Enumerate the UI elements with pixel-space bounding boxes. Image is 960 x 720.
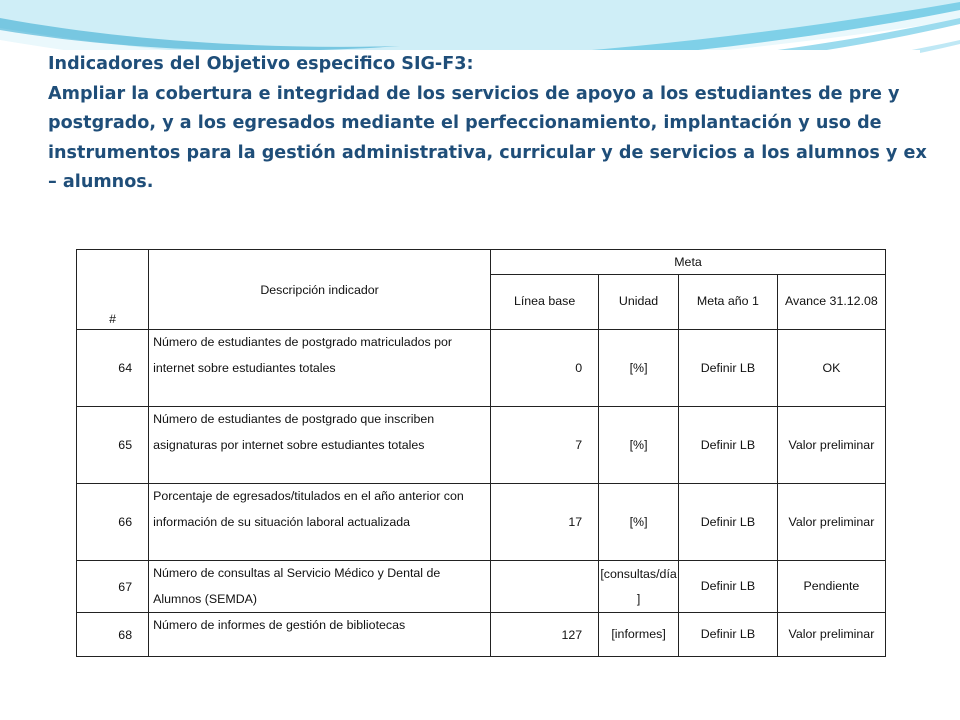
title-line-5: – alumnos. <box>48 172 154 192</box>
row-desc: Número de consultas al Servicio Médico y Dental de Alumnos (SEMDA) <box>149 561 491 613</box>
title-line-2: Ampliar la cobertura e integridad de los servicios de apoyo a los estudiantes de pre y <box>48 83 900 104</box>
header-linea-base: Línea base <box>491 274 599 329</box>
row-unidad: [%] <box>599 484 679 561</box>
row-avance: Pendiente <box>777 561 885 613</box>
table-row <box>77 330 886 407</box>
row-desc: Número de estudiantes de postgrado que inscriben asignaturas por internet sobre estudiantes totales <box>149 407 491 484</box>
row-desc: Porcentaje de egresados/titulados en el año anterior con información de su situación laboral actualizada <box>149 484 491 561</box>
row-meta-ano: Definir LB <box>678 561 777 613</box>
title-line-4: instrumentos para la gestión administrativa, curricular y de servicios a los alumnos y ex <box>48 142 927 163</box>
row-desc: Número de estudiantes de postgrado matriculados por internet sobre estudiantes totales <box>149 330 491 407</box>
row-num: 65 <box>77 407 149 484</box>
row-avance: Valor preliminar <box>777 484 885 561</box>
row-linea-base <box>491 561 599 613</box>
table-row <box>77 613 886 657</box>
title-line-3: postgrado, y a los egresados mediante el perfeccionamiento, implantación y uso de <box>48 113 882 133</box>
row-num: 64 <box>77 330 149 407</box>
row-unidad: [consultas/día ] <box>599 561 679 613</box>
row-linea-base: 7 <box>491 407 599 484</box>
row-linea-base: 0 <box>491 330 599 407</box>
header-unidad: Unidad <box>599 274 679 329</box>
table-row <box>77 484 886 561</box>
row-num: 66 <box>77 484 149 561</box>
row-unidad: [informes] <box>599 613 679 657</box>
row-unidad: [%] <box>599 330 679 407</box>
header-meta: Meta <box>491 250 886 275</box>
title-line-1: Indicadores del Objetivo especifico SIG-F3: <box>48 54 474 74</box>
header-desc: Descripción indicador <box>149 250 491 330</box>
row-avance: Valor preliminar <box>777 613 885 657</box>
row-meta-ano: Definir LB <box>678 613 777 657</box>
row-linea-base: 127 <box>491 613 599 657</box>
header-num: # <box>77 250 149 330</box>
row-meta-ano: Definir LB <box>678 407 777 484</box>
row-avance: Valor preliminar <box>777 407 885 484</box>
table-row <box>77 561 886 613</box>
row-linea-base: 17 <box>491 484 599 561</box>
table-row <box>77 407 886 484</box>
row-num: 68 <box>77 613 149 657</box>
row-meta-ano: Definir LB <box>678 330 777 407</box>
row-unidad: [%] <box>599 407 679 484</box>
header-avance: Avance 31.12.08 <box>777 274 885 329</box>
row-desc: Número de informes de gestión de bibliotecas <box>149 613 491 657</box>
row-meta-ano: Definir LB <box>678 484 777 561</box>
header-meta-ano: Meta año 1 <box>678 274 777 329</box>
row-avance: OK <box>777 330 885 407</box>
table-header-row <box>77 250 886 275</box>
slide-title <box>42 50 927 192</box>
row-num: 67 <box>77 561 149 613</box>
indicators-table <box>76 249 886 657</box>
